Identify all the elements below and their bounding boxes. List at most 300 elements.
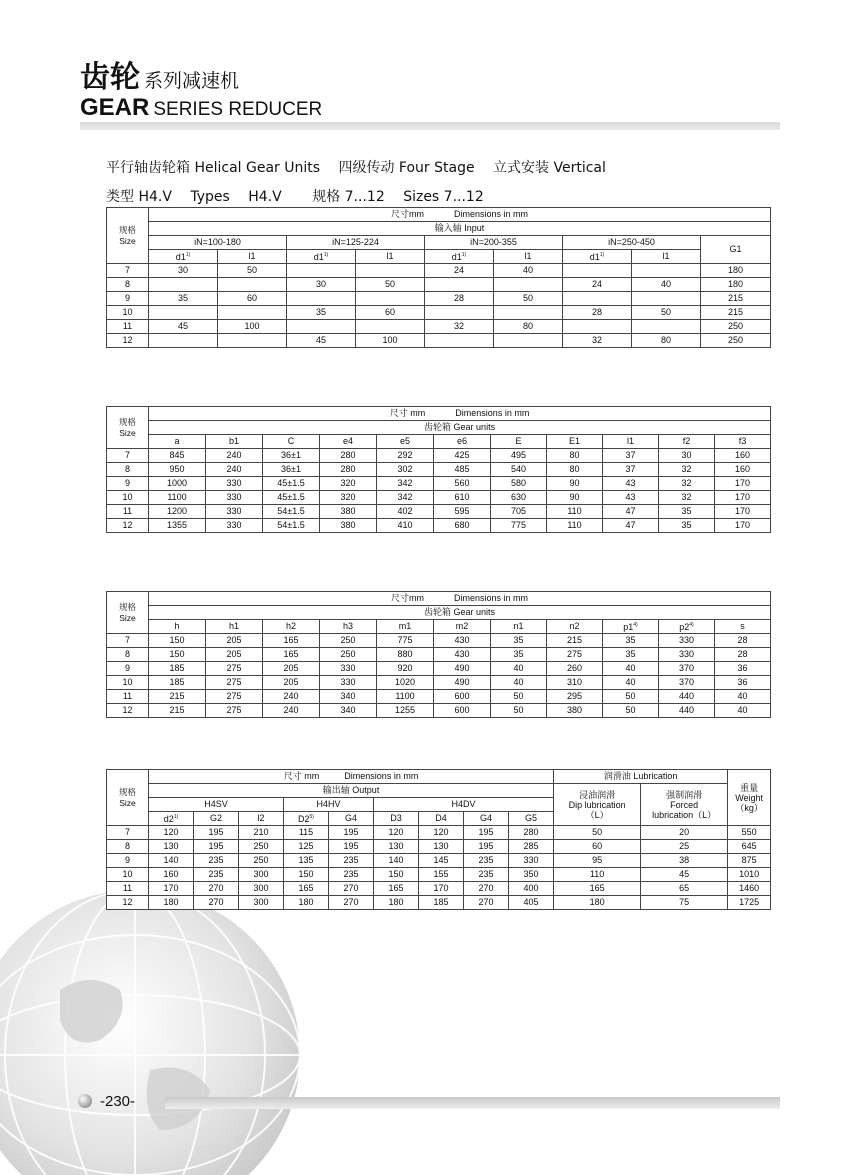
value-cell: 60 — [356, 306, 425, 320]
value-cell: 1255 — [377, 704, 434, 718]
gear-unit-dimensions-table-a — [106, 406, 771, 533]
value-cell — [563, 320, 632, 334]
value-cell: 130 — [419, 840, 464, 854]
value-cell: 235 — [329, 854, 374, 868]
value-cell: 215 — [547, 634, 603, 648]
value-cell: 170 — [715, 491, 771, 505]
value-cell: 120 — [374, 826, 419, 840]
value-cell: 292 — [377, 449, 434, 463]
table-row — [107, 334, 771, 348]
value-cell: 150 — [374, 868, 419, 882]
subtitle-mounting: 立式安装 Vertical — [493, 160, 606, 176]
value-cell: 28 — [425, 292, 494, 306]
value-cell: 195 — [194, 840, 239, 854]
value-cell: 195 — [329, 840, 374, 854]
value-cell: 275 — [547, 648, 603, 662]
size-header: 规格 Size — [107, 770, 149, 826]
table-row — [107, 477, 771, 491]
value-cell: 35 — [149, 292, 218, 306]
value-cell — [287, 320, 356, 334]
size-header: 规格 Size — [107, 407, 149, 449]
value-cell: 380 — [320, 505, 377, 519]
value-cell — [632, 264, 701, 278]
value-cell: 485 — [434, 463, 491, 477]
h4sv-header: H4SV — [149, 798, 284, 812]
value-cell — [494, 278, 563, 292]
value-cell: 205 — [263, 662, 320, 676]
value-cell: 40 — [715, 690, 771, 704]
column-header: n1 — [491, 620, 547, 634]
header-en-title: GEAR — [80, 94, 150, 121]
column-header: a — [149, 435, 206, 449]
value-cell: 410 — [377, 519, 434, 533]
value-cell: 215 — [701, 306, 771, 320]
value-cell: 185 — [419, 896, 464, 910]
value-cell: 125 — [284, 840, 329, 854]
value-cell: 90 — [547, 491, 603, 505]
value-cell: 1200 — [149, 505, 206, 519]
column-header: D4 — [419, 812, 464, 826]
value-cell: 400 — [509, 882, 554, 896]
value-cell: 340 — [320, 704, 377, 718]
value-cell: 80 — [632, 334, 701, 348]
value-cell: 370 — [659, 662, 715, 676]
value-cell: 240 — [263, 690, 320, 704]
value-cell — [218, 278, 287, 292]
value-cell: 380 — [320, 519, 377, 533]
value-cell: 54±1.5 — [263, 505, 320, 519]
header-en-subtitle: SERIES REDUCER — [153, 99, 323, 120]
value-cell — [563, 292, 632, 306]
value-cell: 115 — [284, 826, 329, 840]
table-row — [107, 840, 771, 854]
value-cell: 330 — [206, 505, 263, 519]
table-row — [107, 449, 771, 463]
value-cell: 35 — [491, 634, 547, 648]
column-header: D3 — [374, 812, 419, 826]
table-row — [107, 882, 771, 896]
value-cell: 402 — [377, 505, 434, 519]
value-cell: 140 — [149, 854, 194, 868]
value-cell: 165 — [263, 648, 320, 662]
value-cell: 185 — [149, 676, 206, 690]
column-header: n2 — [547, 620, 603, 634]
value-cell: 45±1.5 — [263, 491, 320, 505]
value-cell: 50 — [603, 690, 659, 704]
size-cell: 12 — [107, 704, 149, 718]
subtitle-stage: 四级传动 Four Stage — [338, 160, 475, 176]
input-group-header: 输入轴 Input — [149, 222, 771, 236]
value-cell: 302 — [377, 463, 434, 477]
value-cell: 630 — [491, 491, 547, 505]
column-header: h1 — [206, 620, 263, 634]
size-cell: 7 — [107, 264, 149, 278]
value-cell: 40 — [632, 278, 701, 292]
value-cell: 270 — [329, 896, 374, 910]
value-cell: 145 — [419, 854, 464, 868]
value-cell: 185 — [149, 662, 206, 676]
value-cell: 165 — [263, 634, 320, 648]
value-cell: 1460 — [728, 882, 771, 896]
value-cell: 50 — [356, 278, 425, 292]
value-cell — [149, 334, 218, 348]
size-cell: 11 — [107, 320, 149, 334]
value-cell: 215 — [701, 292, 771, 306]
table-row — [107, 306, 771, 320]
value-cell — [287, 264, 356, 278]
value-cell: 580 — [491, 477, 547, 491]
column-header: d1$^{1)}$ — [149, 250, 218, 264]
value-cell: 235 — [329, 868, 374, 882]
header-divider — [80, 122, 780, 130]
table-row — [107, 826, 771, 840]
value-cell: 240 — [263, 704, 320, 718]
value-cell: 490 — [434, 676, 491, 690]
value-cell: 160 — [149, 868, 194, 882]
column-header: d2$^{1)}$ — [149, 812, 194, 826]
value-cell: 180 — [701, 264, 771, 278]
value-cell: 380 — [547, 704, 603, 718]
value-cell: 320 — [320, 477, 377, 491]
value-cell: 50 — [491, 704, 547, 718]
value-cell: 180 — [374, 896, 419, 910]
value-cell: 275 — [206, 690, 263, 704]
value-cell: 54±1.5 — [263, 519, 320, 533]
footer-divider — [165, 1097, 780, 1109]
table-row — [107, 320, 771, 334]
value-cell: 60 — [554, 840, 641, 854]
column-header: d1$^{1)}$ — [563, 250, 632, 264]
column-header: l1 — [218, 250, 287, 264]
value-cell: 205 — [206, 634, 263, 648]
value-cell: 275 — [206, 676, 263, 690]
column-header: h3 — [320, 620, 377, 634]
types-cn: 类型 H4.V — [106, 189, 172, 205]
value-cell: 120 — [419, 826, 464, 840]
value-cell: 195 — [464, 840, 509, 854]
value-cell: 270 — [194, 882, 239, 896]
input-shaft-table — [106, 207, 771, 348]
table-row — [107, 634, 771, 648]
size-cell: 8 — [107, 278, 149, 292]
value-cell: 250 — [239, 854, 284, 868]
value-cell: 130 — [149, 840, 194, 854]
header-cn-subtitle: 系列减速机 — [144, 70, 240, 92]
table-row — [107, 690, 771, 704]
value-cell: 170 — [715, 505, 771, 519]
column-header: p1$^{4)}$ — [603, 620, 659, 634]
column-header: d1$^{1)}$ — [425, 250, 494, 264]
size-cell: 9 — [107, 854, 149, 868]
value-cell: 47 — [603, 505, 659, 519]
column-header: h — [149, 620, 206, 634]
value-cell: 75 — [641, 896, 728, 910]
weight-header: 重量 Weight （kg） — [728, 770, 771, 826]
value-cell: 680 — [434, 519, 491, 533]
value-cell: 80 — [494, 320, 563, 334]
value-cell: 775 — [491, 519, 547, 533]
value-cell — [494, 306, 563, 320]
column-header: f2 — [659, 435, 715, 449]
value-cell: 32 — [563, 334, 632, 348]
size-cell: 10 — [107, 306, 149, 320]
value-cell: 1355 — [149, 519, 206, 533]
dimensions-header: 尺寸 mm Dimensions in mm — [149, 770, 554, 784]
value-cell — [356, 320, 425, 334]
value-cell: 250 — [239, 840, 284, 854]
value-cell: 170 — [715, 477, 771, 491]
value-cell: 180 — [149, 896, 194, 910]
table-row — [107, 704, 771, 718]
value-cell: 43 — [603, 491, 659, 505]
value-cell: 37 — [603, 463, 659, 477]
value-cell: 30 — [659, 449, 715, 463]
value-cell: 280 — [509, 826, 554, 840]
value-cell — [425, 306, 494, 320]
value-cell: 330 — [659, 634, 715, 648]
value-cell: 36 — [715, 676, 771, 690]
value-cell: 240 — [206, 463, 263, 477]
value-cell: 405 — [509, 896, 554, 910]
value-cell: 36±1 — [263, 449, 320, 463]
column-header: e5 — [377, 435, 434, 449]
value-cell — [356, 264, 425, 278]
value-cell: 920 — [377, 662, 434, 676]
value-cell: 35 — [491, 648, 547, 662]
size-cell: 12 — [107, 519, 149, 533]
column-header: C — [263, 435, 320, 449]
value-cell: 300 — [239, 896, 284, 910]
value-cell: 160 — [715, 463, 771, 477]
column-header: G4 — [329, 812, 374, 826]
value-cell: 950 — [149, 463, 206, 477]
value-cell: 775 — [377, 634, 434, 648]
value-cell: 180 — [701, 278, 771, 292]
value-cell: 440 — [659, 704, 715, 718]
value-cell: 610 — [434, 491, 491, 505]
size-cell: 11 — [107, 505, 149, 519]
value-cell: 36 — [715, 662, 771, 676]
value-cell: 430 — [434, 634, 491, 648]
value-cell: 150 — [149, 648, 206, 662]
value-cell: 330 — [206, 477, 263, 491]
lubrication-header: 润滑油 Lubrication — [554, 770, 728, 784]
value-cell: 50 — [491, 690, 547, 704]
value-cell: 235 — [194, 854, 239, 868]
value-cell: 600 — [434, 690, 491, 704]
column-header: l2 — [239, 812, 284, 826]
table-row — [107, 505, 771, 519]
value-cell — [494, 334, 563, 348]
value-cell: 595 — [434, 505, 491, 519]
value-cell: 110 — [547, 505, 603, 519]
table-row — [107, 896, 771, 910]
column-header: f3 — [715, 435, 771, 449]
value-cell: 210 — [239, 826, 284, 840]
value-cell: 130 — [374, 840, 419, 854]
ratio-range-header: iN=125-224 — [287, 236, 425, 250]
value-cell: 250 — [320, 648, 377, 662]
dimensions-header: 尺寸mm Dimensions in mm — [149, 592, 771, 606]
value-cell: 45 — [641, 868, 728, 882]
value-cell: 43 — [603, 477, 659, 491]
column-header: s — [715, 620, 771, 634]
column-header: E1 — [547, 435, 603, 449]
value-cell: 195 — [464, 826, 509, 840]
column-header: m2 — [434, 620, 491, 634]
value-cell: 170 — [715, 519, 771, 533]
size-header: 规格 Size — [107, 208, 149, 264]
value-cell: 1010 — [728, 868, 771, 882]
value-cell: 215 — [149, 690, 206, 704]
value-cell: 24 — [425, 264, 494, 278]
value-cell: 35 — [287, 306, 356, 320]
types-value: H4.V — [248, 189, 282, 205]
value-cell — [425, 334, 494, 348]
table-row — [107, 854, 771, 868]
size-cell: 9 — [107, 477, 149, 491]
value-cell: 32 — [659, 477, 715, 491]
value-cell: 180 — [284, 896, 329, 910]
table-row — [107, 491, 771, 505]
value-cell: 40 — [715, 704, 771, 718]
gear-units-header: 齿轮箱 Gear units — [149, 606, 771, 620]
column-header: G2 — [194, 812, 239, 826]
column-header: e4 — [320, 435, 377, 449]
value-cell: 35 — [603, 648, 659, 662]
value-cell: 260 — [547, 662, 603, 676]
value-cell: 340 — [320, 690, 377, 704]
table-row — [107, 662, 771, 676]
value-cell: 490 — [434, 662, 491, 676]
value-cell: 875 — [728, 854, 771, 868]
value-cell: 600 — [434, 704, 491, 718]
column-header: l1 — [494, 250, 563, 264]
value-cell: 50 — [632, 306, 701, 320]
value-cell: 110 — [554, 868, 641, 882]
dimensions-header: 尺寸 mm Dimensions in mm — [149, 407, 771, 421]
size-cell: 7 — [107, 449, 149, 463]
value-cell: 80 — [547, 449, 603, 463]
value-cell: 1100 — [377, 690, 434, 704]
value-cell: 1020 — [377, 676, 434, 690]
value-cell: 40 — [494, 264, 563, 278]
header-cn-title: 齿轮 — [80, 60, 140, 95]
table-row — [107, 292, 771, 306]
value-cell — [149, 278, 218, 292]
value-cell: 275 — [206, 704, 263, 718]
value-cell: 440 — [659, 690, 715, 704]
value-cell: 705 — [491, 505, 547, 519]
value-cell: 38 — [641, 854, 728, 868]
column-header: e6 — [434, 435, 491, 449]
value-cell: 270 — [329, 882, 374, 896]
value-cell: 28 — [563, 306, 632, 320]
value-cell: 65 — [641, 882, 728, 896]
table-row — [107, 463, 771, 477]
column-header: l1 — [356, 250, 425, 264]
value-cell: 28 — [715, 648, 771, 662]
h4dv-header: H4DV — [374, 798, 554, 812]
value-cell: 45 — [287, 334, 356, 348]
value-cell: 330 — [659, 648, 715, 662]
value-cell: 50 — [218, 264, 287, 278]
value-cell: 205 — [206, 648, 263, 662]
column-header: l1 — [632, 250, 701, 264]
value-cell: 165 — [554, 882, 641, 896]
value-cell: 100 — [218, 320, 287, 334]
size-cell: 9 — [107, 292, 149, 306]
value-cell: 170 — [149, 882, 194, 896]
value-cell: 560 — [434, 477, 491, 491]
value-cell: 270 — [194, 896, 239, 910]
value-cell: 32 — [659, 463, 715, 477]
output-group-header: 输出轴 Output — [149, 784, 554, 798]
value-cell: 342 — [377, 477, 434, 491]
value-cell: 540 — [491, 463, 547, 477]
value-cell: 275 — [206, 662, 263, 676]
value-cell: 280 — [320, 449, 377, 463]
table-row — [107, 278, 771, 292]
value-cell: 40 — [491, 662, 547, 676]
value-cell: 250 — [701, 320, 771, 334]
value-cell: 165 — [374, 882, 419, 896]
value-cell: 47 — [603, 519, 659, 533]
table-row — [107, 264, 771, 278]
value-cell: 45±1.5 — [263, 477, 320, 491]
value-cell: 155 — [419, 868, 464, 882]
value-cell: 645 — [728, 840, 771, 854]
types-en: Types — [190, 189, 230, 205]
page-header — [80, 52, 322, 122]
value-cell: 40 — [603, 662, 659, 676]
value-cell: 165 — [284, 882, 329, 896]
table-row — [107, 648, 771, 662]
value-cell: 30 — [149, 264, 218, 278]
value-cell: 425 — [434, 449, 491, 463]
value-cell: 1725 — [728, 896, 771, 910]
output-shaft-lubrication-table — [106, 769, 771, 910]
value-cell — [218, 306, 287, 320]
value-cell: 140 — [374, 854, 419, 868]
value-cell: 25 — [641, 840, 728, 854]
types-line — [106, 186, 498, 206]
value-cell: 37 — [603, 449, 659, 463]
value-cell: 330 — [206, 491, 263, 505]
value-cell — [632, 292, 701, 306]
size-cell: 11 — [107, 882, 149, 896]
size-cell: 9 — [107, 662, 149, 676]
value-cell: 180 — [554, 896, 641, 910]
value-cell: 250 — [701, 334, 771, 348]
value-cell: 50 — [554, 826, 641, 840]
column-header: E — [491, 435, 547, 449]
subtitle-line — [106, 157, 620, 177]
column-header: l1 — [603, 435, 659, 449]
value-cell: 270 — [464, 896, 509, 910]
value-cell: 300 — [239, 868, 284, 882]
value-cell: 150 — [284, 868, 329, 882]
subtitle-unit-type: 平行轴齿轮箱 Helical Gear Units — [106, 160, 321, 176]
value-cell: 270 — [464, 882, 509, 896]
column-header: d1$^{1)}$ — [287, 250, 356, 264]
value-cell: 550 — [728, 826, 771, 840]
table-row — [107, 676, 771, 690]
size-cell: 10 — [107, 868, 149, 882]
value-cell: 24 — [563, 278, 632, 292]
size-cell: 8 — [107, 840, 149, 854]
value-cell: 160 — [715, 449, 771, 463]
